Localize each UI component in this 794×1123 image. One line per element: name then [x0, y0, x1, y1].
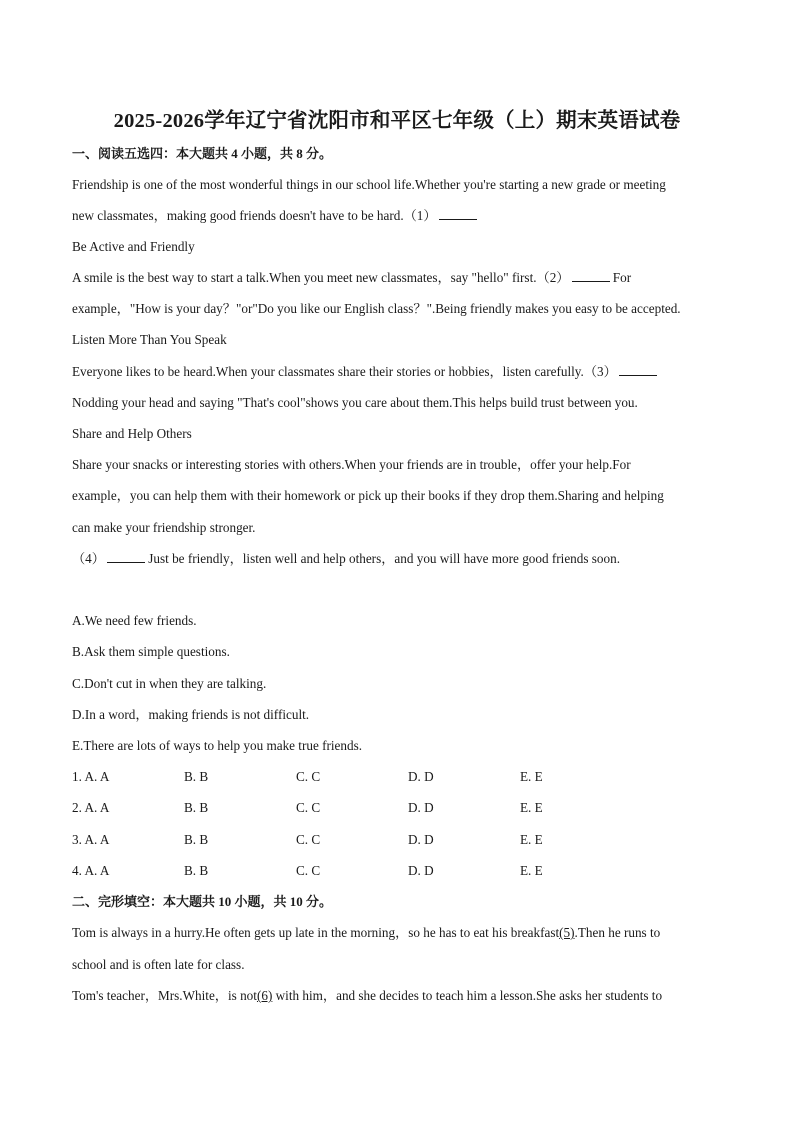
cloze-line-3: Tom's teacher，Mrs.White，is not(6) with him，and she decides to teach him a lesson.She asks her students to — [72, 988, 663, 1003]
passage-line-13: （4） Just be friendly，listen well and help others，and you will have more good friends soon. — [72, 551, 620, 566]
cloze-blank-6: (6) — [256, 988, 273, 1003]
choice-4d[interactable]: D. D — [408, 863, 434, 878]
choice-3e[interactable]: E. E — [520, 832, 543, 847]
cloze-line-1: Tom is always in a hurry.He often gets up late in the morning，so he has to eat his breakfast(5).Then he runs to — [72, 925, 661, 940]
answer-blank-3 — [619, 363, 657, 376]
choice-3b[interactable]: B. B — [184, 832, 209, 847]
section1-heading: 一、阅读五选四：本大题共 4 小题，共 8 分。 — [72, 146, 333, 161]
passage-line-1: Friendship is one of the most wonderful things in our school life.Whether you're starting a new grade or meeting — [72, 177, 666, 192]
choice-2e[interactable]: E. E — [520, 800, 543, 815]
passage-line-5: example，"How is your day？"or"Do you like our English class？".Being friendly makes you easy to be accepted. — [72, 301, 681, 316]
choice-4a[interactable]: 4. A. A — [72, 863, 110, 878]
choice-2c[interactable]: C. C — [296, 800, 321, 815]
passage-line-10: Share your snacks or interesting stories with others.When your friends are in trouble，offer your help.For — [72, 457, 631, 472]
passage-line-11: example，you can help them with their homework or pick up their books if they drop them.Sharing and helping — [72, 488, 664, 503]
choice-3c[interactable]: C. C — [296, 832, 321, 847]
choice-4b[interactable]: B. B — [184, 863, 209, 878]
choice-1b[interactable]: B. B — [184, 769, 209, 784]
choice-1e[interactable]: E. E — [520, 769, 543, 784]
passage-line-2: new classmates，making good friends doesn't have to be hard.（1） — [72, 207, 477, 225]
choice-2b[interactable]: B. B — [184, 800, 209, 815]
option-e: E.There are lots of ways to help you make true friends. — [72, 738, 363, 753]
subheading-listen-more: Listen More Than You Speak — [72, 332, 227, 347]
choice-2a[interactable]: 2. A. A — [72, 800, 110, 815]
option-d: D.In a word，making friends is not difficult. — [72, 707, 310, 722]
section2-heading: 二、完形填空：本大题共 10 小题，共 10 分。 — [72, 894, 333, 909]
option-a: A.We need few friends. — [72, 613, 197, 628]
passage-line-7: Everyone likes to be heard.When your classmates share their stories or hobbies，listen carefully.（3） — [72, 363, 657, 381]
option-c: C.Don't cut in when they are talking. — [72, 676, 267, 691]
answer-blank-1 — [439, 207, 477, 220]
answer-blank-4 — [107, 550, 145, 563]
subheading-share-help: Share and Help Others — [72, 426, 192, 441]
page-title: 2025-2026学年辽宁省沈阳市和平区七年级（上）期末英语试卷 — [113, 110, 681, 132]
choice-1d[interactable]: D. D — [408, 769, 434, 784]
choice-4e[interactable]: E. E — [520, 863, 543, 878]
cloze-blank-5: (5) — [559, 925, 575, 940]
choice-1c[interactable]: C. C — [296, 769, 321, 784]
choice-1a[interactable]: 1. A. A — [72, 769, 110, 784]
choice-2d[interactable]: D. D — [408, 800, 434, 815]
choice-4c[interactable]: C. C — [296, 863, 321, 878]
cloze-line-2: school and is often late for class. — [72, 957, 245, 972]
passage-line-8: Nodding your head and saying "That's cool"shows you care about them.This helps build trust between you. — [72, 395, 638, 410]
option-b: B.Ask them simple questions. — [72, 644, 230, 659]
passage-line-12: can make your friendship stronger. — [72, 520, 256, 535]
answer-blank-2 — [572, 269, 610, 282]
choice-3d[interactable]: D. D — [408, 832, 434, 847]
subheading-be-active: Be Active and Friendly — [72, 239, 195, 254]
choice-3a[interactable]: 3. A. A — [72, 832, 110, 847]
passage-line-4: A smile is the best way to start a talk.When you meet new classmates，say "hello" first.（2） For — [72, 270, 632, 285]
